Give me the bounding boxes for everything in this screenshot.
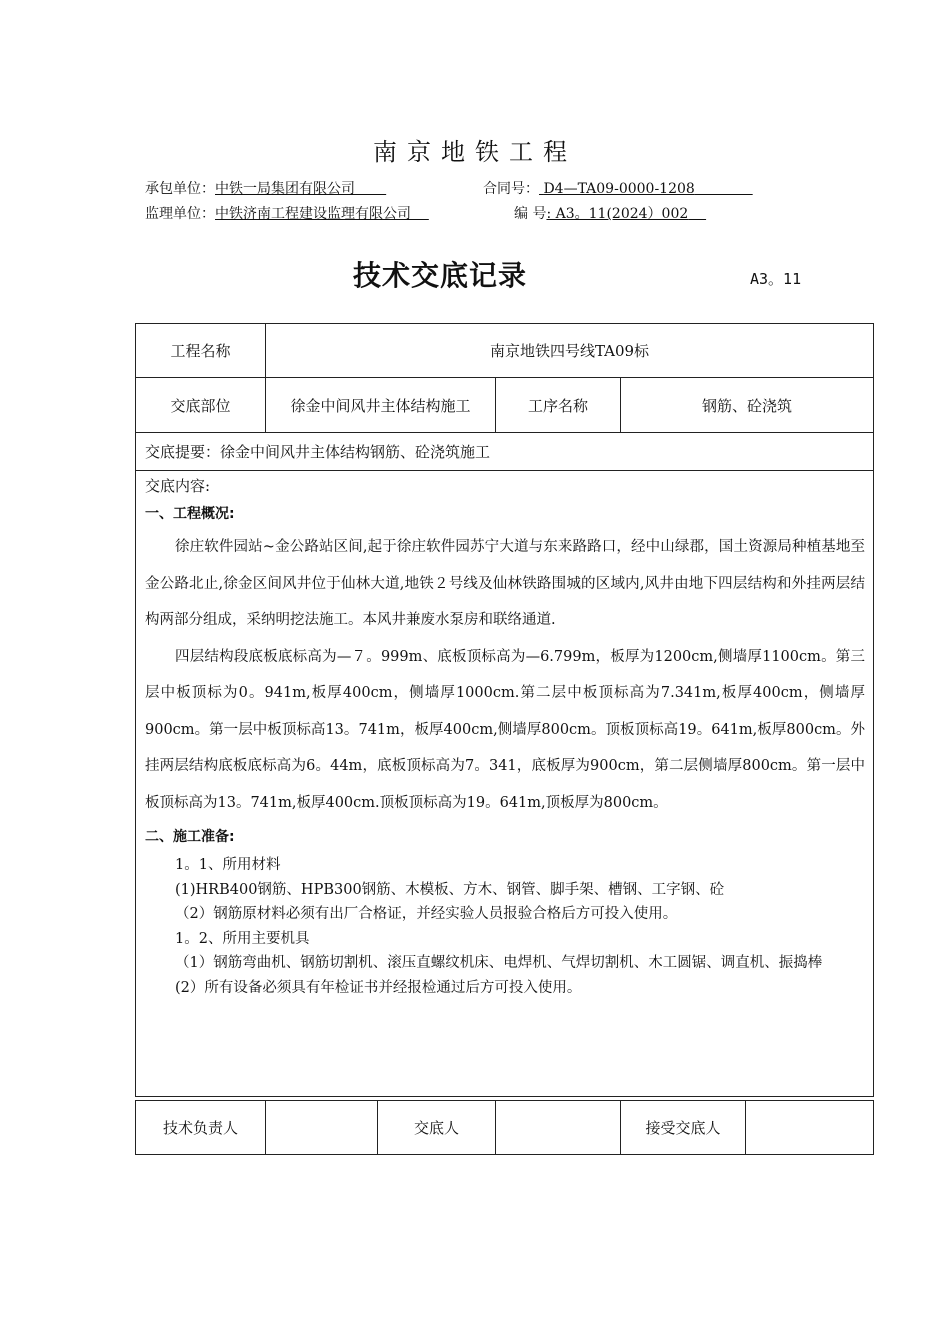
- contractor-value: 中铁一局集团有限公司: [215, 181, 355, 197]
- contract-no-label: 合同号：: [483, 181, 539, 197]
- item-1-2-b: (2）所有设备必须具有年检证书并经报检通过后方可投入使用。: [175, 979, 582, 996]
- summary-text: 交底提要：徐金中间风井主体结构钢筋、砼浇筑施工: [136, 433, 874, 471]
- contractor-label: 承包单位：: [145, 181, 215, 197]
- project-name-label: 工程名称: [136, 324, 266, 378]
- supervisor-line: [145, 203, 429, 223]
- project-name-value: 南京地铁四号线TA09标: [266, 324, 874, 378]
- item-1-1-a: (1)HRB400钢筋、HPB300钢筋、木模板、方木、钢管、脚手架、槽钢、工字钢、砼: [175, 881, 725, 898]
- serial-value: : A3。11(2024）002: [546, 206, 689, 222]
- item-1-2-a: （1）钢筋弯曲机、钢筋切割机、滚压直螺纹机床、电焊机、气焊切割机、木工圆锯、调直机、振捣棒: [175, 955, 823, 971]
- discloser-label: 交底人: [378, 1101, 496, 1155]
- tech-lead-signature: [266, 1101, 378, 1155]
- supervisor-value: 中铁济南工程建设监理有限公司: [215, 206, 411, 222]
- supervisor-label: 监理单位：: [145, 206, 215, 222]
- section-1-paragraph-2: 四层结构段底板底标高为—７。999m、底板顶标高为—6.799m，板厚为1200cm,侧墙厚1100cm。第三层中板顶标为0。941m,板厚400cm，侧墙厚1000cm.第二层中板顶标高为7.341m,板厚400cm，侧墙厚900cm。第一层中板顶标高13。741m，板厚400cm,侧墙厚800cm。顶板顶标高19。641m,板厚800cm。外挂两层结构底板底标高为6。44m，底板顶标高为7。341，底板厚为900cm，第二层侧墙厚800cm。第一层中板顶标高为13。741m,板厚400cm.顶板顶标高为19。641m,顶板厚为800cm。: [145, 648, 866, 811]
- form-code: A3。11: [750, 270, 802, 288]
- tech-lead-label: 技术负责人: [136, 1101, 266, 1155]
- section-2-title: 二、施工准备:: [145, 829, 235, 845]
- location-label: 交底部位: [136, 378, 266, 433]
- content-row: [136, 471, 874, 1097]
- contractor-line: [145, 178, 386, 198]
- content-label: 交底内容:: [145, 477, 211, 495]
- section-1-paragraph-1: 徐庄软件园站~金公路站区间,起于徐庄软件园苏宁大道与东来路路口，经中山绿郡，国土资源局种植基地至金公路北止,徐金区间风井位于仙林大道,地铁２号线及仙林铁路围城的区域内,风井由地下四层结构和外挂两层结构两部分组成，采纳明挖法施工。本风井兼废水泵房和联络通道.: [145, 539, 866, 628]
- summary-row: [136, 433, 874, 471]
- location-row: [136, 378, 874, 433]
- receiver-label: 接受交底人: [621, 1101, 746, 1155]
- project-name-row: [136, 324, 874, 378]
- serial-line: [514, 203, 706, 223]
- discloser-signature: [496, 1101, 621, 1155]
- item-1-1-b: （2）钢筋原材料必须有出厂合格证，并经实验人员报验合格后方可投入使用。: [175, 906, 678, 922]
- document-title: 技术交底记录: [352, 259, 527, 292]
- location-value: 徐金中间风井主体结构施工: [266, 378, 496, 433]
- contract-no-value: D4—TA09-0000-1208: [543, 181, 695, 197]
- process-value: 钢筋、砼浇筑: [621, 378, 874, 433]
- signature-row: [136, 1101, 874, 1155]
- contract-no-line: [483, 178, 753, 198]
- disclosure-form: [135, 323, 874, 1097]
- item-1-1: 1。1、所用材料: [175, 857, 281, 873]
- signature-table: [135, 1100, 874, 1155]
- item-1-2: 1。2、所用主要机具: [175, 930, 310, 947]
- serial-label: 编 号: [514, 206, 547, 222]
- receiver-signature: [746, 1101, 874, 1155]
- content-cell: [136, 471, 874, 1097]
- process-label: 工序名称: [496, 378, 621, 433]
- section-1-title: 一、工程概况:: [145, 506, 235, 522]
- project-title: 南京地铁工程: [373, 138, 577, 166]
